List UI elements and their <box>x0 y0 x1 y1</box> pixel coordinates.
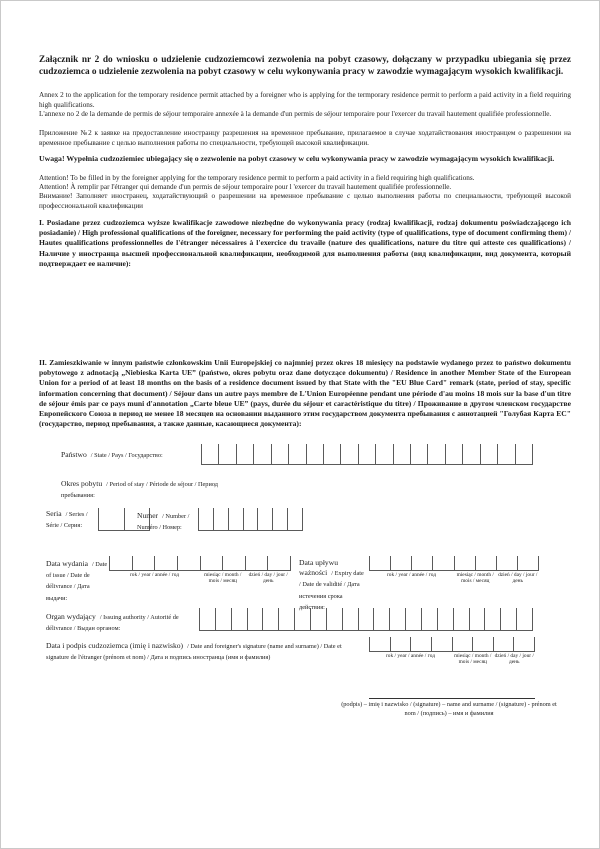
comb-cell <box>200 556 223 570</box>
comb-cell <box>326 608 342 630</box>
signature-line[interactable] <box>369 698 535 700</box>
signature-date-part-labels <box>369 653 535 666</box>
day-label: dzień / day / jour / день <box>498 572 538 585</box>
form-title-fr: L'annexe no 2 de la demande de permis de séjour temporaire annexée à la demande d'un permis de séjour temporaire pour l'exercer du travail hautement qualifiée professionnelle. <box>39 110 552 118</box>
number-label <box>137 510 194 532</box>
issuing-authority-label <box>46 611 196 633</box>
issue-date-field <box>109 556 291 585</box>
date-signature-label <box>46 640 364 662</box>
day-label: dzień / day / jour / день <box>248 572 288 585</box>
section-2-heading: II. Zamieszkiwanie w innym państwie członkowskim Unii Europejskiej co najmniej przez okres 18 miesięcy na podstawie wydanego przez to państwo dokumentu pobytowego z adnotacją „Niebieska Karta UE” (państwo, okres pobytu oraz dane dotyczące dokumentu) / Residence in another Member State of the European Union for a period of at least 18 months on the basis of a residence document issued by that State with the "EU Blue Card" remark (state, period of stay, specific information concerning that document) / Séjour dans un autre pays membre de L'Union Européenne pendant une période d'au moins 18 mois sur la base d'un titre de séjour émis par ce pays muni d'annotation „Carte bleue UE” (pays, durée du séjour et caractéristique du titre) / Проживание в другом членском государстве Европейского Союза в период не менее 18 месяцев на основании выданного этим государством документа пребывания с аннотацией "Голубая Карта ЕС" (государство, период пребывания, а также данные, касающиеся документа): <box>39 358 571 429</box>
comb-cell <box>427 444 444 464</box>
comb-cell <box>513 637 534 651</box>
form-title-pl: Załącznik nr 2 do wniosku o udzielenie cudzoziemcowi zezwolenia na pobyt czasowy, dołączany w przypadku ubiegania się przez cudzoziemca o udzielenie zezwolenia na pobyt czasowy w celu wykonywania pracy w zawodzie wymagającym wysokich kwalifikacji. <box>39 55 571 78</box>
comb-cell <box>452 637 473 651</box>
issuing-authority-label-pl: Organ wydający <box>46 612 96 621</box>
comb-cell <box>109 556 132 570</box>
expiry-date-field <box>369 556 539 585</box>
comb-cell <box>306 444 323 464</box>
comb-cell <box>410 444 427 464</box>
comb-cell <box>389 608 405 630</box>
comb-cell <box>294 608 310 630</box>
comb-cell <box>288 444 305 464</box>
comb-cell <box>390 556 411 570</box>
issue-date-label <box>46 558 108 603</box>
comb-cell <box>245 556 268 570</box>
expiry-date-part-labels <box>369 572 539 585</box>
comb-cell <box>472 637 493 651</box>
period-of-stay-label <box>61 478 236 500</box>
comb-cell <box>431 637 452 651</box>
form-title-ru: Приложение №2 к заявке на предоставление иностранцу разрешения на временное пребывание, прилагаемое в случае ходатайствования иностранцем о разрешении на временное пребывание с целью выполнения работы по специальности, требующей высокой квалификации. <box>39 129 571 147</box>
month-label: miesiąc / month / mois / месяц <box>454 653 492 666</box>
period-of-stay-label-translations: / Period of stay / Période de séjour / Период пребывания: <box>61 481 218 500</box>
country-label-translations: / State / Pays / Государство: <box>90 452 163 459</box>
series-label-translations: / Series / Série / Серия: <box>46 511 88 530</box>
comb-cell <box>98 508 124 530</box>
notice-ru: Внимание! Заполняет иностранец, ходатайствующий о разрешении на временное пребывание с целью выполнения работы по специальности, требующей высокой профессиональной квалификации <box>39 192 571 210</box>
comb-cell <box>493 637 514 651</box>
comb-cell <box>218 444 235 464</box>
comb-cell <box>199 608 215 630</box>
country-label <box>61 449 196 460</box>
comb-cell <box>410 637 431 651</box>
comb-cell <box>497 444 514 464</box>
comb-cell <box>231 608 247 630</box>
expiry-date-label <box>299 557 367 612</box>
month-label: miesiąc / month / mois / месяц <box>204 572 242 585</box>
comb-cell <box>369 637 390 651</box>
comb-cell <box>278 608 294 630</box>
comb-cell <box>198 508 213 530</box>
comb-cell <box>342 608 358 630</box>
period-of-stay-writein-area[interactable] <box>251 478 531 496</box>
comb-cell <box>454 556 475 570</box>
section-1-heading: I. Posiadane przez cudzoziemca wyższe kwalifikacje zawodowe niezbędne do wykonywania pracy (rodzaj kwalifikacji, rodzaj dokumentu poświadczającego ich posiadanie) / High professional qualifications of the foreigner, necessary for performing the paid activity (type of qualifications, type of document confirming them) / Hautes qualifications professionnelles de l'étranger nécessaires à l'exercice du travaile (nature des qualifications, nature du titre qui atteste ces qualifications) / Наличие у иностранца высшей профессиональной квалификации, необходимой для выполнения работы (вид квалификации, вид документа, который подтверждает ее наличие): <box>39 218 571 268</box>
comb-cell <box>310 608 326 630</box>
comb-cell <box>215 608 231 630</box>
comb-cell <box>132 556 155 570</box>
issue-date-input[interactable] <box>109 556 291 571</box>
comb-cell <box>154 556 177 570</box>
form-title-en: Annex 2 to the application for the temporary residence permit attached by a foreigner who is applying for the termporary residence permit to perform a paid activity in a field requiring high qualifications. <box>39 91 571 109</box>
comb-cell <box>373 608 389 630</box>
date-signature-label-translations: / Date and foreigner's signature (name and surname) / Date et signature de l'étranger (prénom et nom) / Дата и подпись иностранца (имя и фамилия) <box>46 643 342 662</box>
comb-cell <box>390 637 411 651</box>
signature-date-field <box>369 637 535 666</box>
comb-cell <box>393 444 410 464</box>
comb-cell <box>253 444 270 464</box>
comb-cell <box>437 608 453 630</box>
comb-cell <box>517 556 538 570</box>
comb-cell <box>272 508 287 530</box>
country-input[interactable] <box>201 444 533 465</box>
comb-cell <box>405 608 421 630</box>
comb-cell <box>262 608 278 630</box>
issue-date-label-pl: Data wydania <box>46 559 88 568</box>
comb-cell <box>201 444 218 464</box>
comb-cell <box>222 556 245 570</box>
comb-cell <box>271 444 288 464</box>
expiry-date-input[interactable] <box>369 556 539 571</box>
comb-cell <box>475 556 496 570</box>
comb-cell <box>432 556 453 570</box>
month-label: miesiąc / month / mois / месяц <box>456 572 494 585</box>
notice-fr: Attention! À remplir par l'étranger qui demande d'un permis de séjour temporaire pour l 'exercer du travail hautement qualifiée professionnelle. <box>39 183 452 191</box>
expiry-date-label-translations: / Expiry date / Date de validité / Дата истечения срока действия: <box>299 570 364 611</box>
year-label: rok / year / année / год <box>387 572 436 578</box>
number-input[interactable] <box>198 508 303 531</box>
issue-date-label-translations: / Date of issue / Date de délivrance / Дата выдачи: <box>46 561 108 602</box>
signature-caption: (podpis) – imię i nazwisko / (signature) – name and surname / (signature) - prénom et nom / (подпись) – имя и фамилия <box>341 701 557 717</box>
comb-cell <box>516 608 532 630</box>
comb-cell <box>445 444 462 464</box>
number-label-pl: Numer <box>137 511 159 520</box>
comb-cell <box>358 444 375 464</box>
comb-cell <box>480 444 497 464</box>
comb-cell <box>247 608 263 630</box>
issue-date-part-labels <box>109 572 291 585</box>
expiry-date-label-pl: Data upływu ważności <box>299 558 339 578</box>
comb-cell <box>236 444 253 464</box>
comb-cell <box>484 608 500 630</box>
comb-cell <box>257 508 272 530</box>
comb-cell <box>228 508 243 530</box>
number-label-translations: / Number / Numéro / Номер: <box>137 513 190 532</box>
comb-cell <box>469 608 485 630</box>
comb-cell <box>323 444 340 464</box>
year-label: rok / year / année / год <box>386 653 435 659</box>
comb-cell <box>462 444 479 464</box>
notice-en: Attention! To be filled in by the foreigner applying for the temporary residence permit to perform a paid activity in a field requiring high qualifications. <box>39 174 475 182</box>
comb-cell <box>243 508 258 530</box>
comb-cell <box>375 444 392 464</box>
comb-cell <box>213 508 228 530</box>
comb-cell <box>267 556 290 570</box>
comb-cell <box>421 608 437 630</box>
comb-cell <box>340 444 357 464</box>
notice-pl: Uwaga! Wypełnia cudzoziemiec ubiegający się o zezwolenie na pobyt czasowy w celu wykonywania pracy w zawodzie wymagającym wysokich kwalifikacji. <box>39 154 555 163</box>
issuing-authority-input[interactable] <box>199 608 533 631</box>
comb-cell <box>500 608 516 630</box>
series-label-pl: Seria <box>46 509 62 518</box>
comb-cell <box>496 556 517 570</box>
country-label-pl: Państwo <box>61 450 87 459</box>
period-of-stay-label-pl: Okres pobytu <box>61 479 103 488</box>
comb-cell <box>369 556 390 570</box>
comb-cell <box>287 508 302 530</box>
year-label: rok / year / année / год <box>130 572 179 578</box>
comb-cell <box>411 556 432 570</box>
comb-cell <box>358 608 374 630</box>
issuing-authority-label-translations: / Issuing authority / Autorité de délivrance / Выдан органом: <box>46 614 179 633</box>
comb-cell <box>515 444 532 464</box>
comb-cell <box>453 608 469 630</box>
comb-cell <box>177 556 200 570</box>
date-signature-label-pl: Data i podpis cudzoziemca (imię i nazwisko) <box>46 641 184 650</box>
day-label: dzień / day / jour / день <box>494 653 534 666</box>
signature-date-input[interactable] <box>369 637 535 652</box>
series-label <box>46 508 96 530</box>
section-1-writein-area[interactable] <box>39 267 571 355</box>
